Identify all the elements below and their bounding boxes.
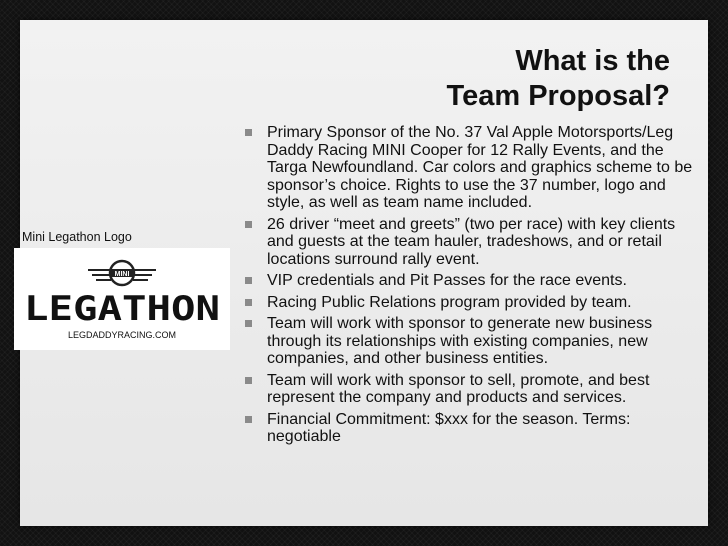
logo-caption: Mini Legathon Logo [22,230,132,244]
logo-url: LEGDADDYRACING.COM [67,330,177,340]
logo-badge-text: MINI [114,270,130,278]
title-line-1: What is the [515,45,670,77]
list-item: Racing Public Relations program provided by team. [245,294,695,312]
square-bullet-icon [245,416,252,423]
square-bullet-icon [245,221,252,228]
logo-wordmark: LEGATHON [24,289,221,329]
title-line-2: Team Proposal? [446,80,670,112]
proposal-bullet-list [245,124,695,450]
mini-legathon-logo [14,248,230,350]
list-item: VIP credentials and Pit Passes for the race events. [245,272,695,290]
square-bullet-icon [245,277,252,284]
square-bullet-icon [245,129,252,136]
square-bullet-icon [245,320,252,327]
list-item: 26 driver “meet and greets” (two per race) with key clients and guests at the team hauler, tradeshows, and or retail locations surround rally event. [245,216,695,269]
list-item: Financial Commitment: $xxx for the season. Terms: negotiable [245,411,695,446]
list-item: Team will work with sponsor to generate new business through its relationships with existing companies, new companies, and other business entities. [245,315,695,368]
list-item: Primary Sponsor of the No. 37 Val Apple Motorsports/Leg Daddy Racing MINI Cooper for 12 Rally Events, and the Targa Newfoundland. Car colors and graphics scheme to be sponsor’s choice. Rights to use the 37 number, logo and style, as well as team name included. [245,124,695,212]
list-item: Team will work with sponsor to sell, promote, and best represent the company and products and services. [245,372,695,407]
square-bullet-icon [245,377,252,384]
square-bullet-icon [245,299,252,306]
slide-title [370,44,670,114]
